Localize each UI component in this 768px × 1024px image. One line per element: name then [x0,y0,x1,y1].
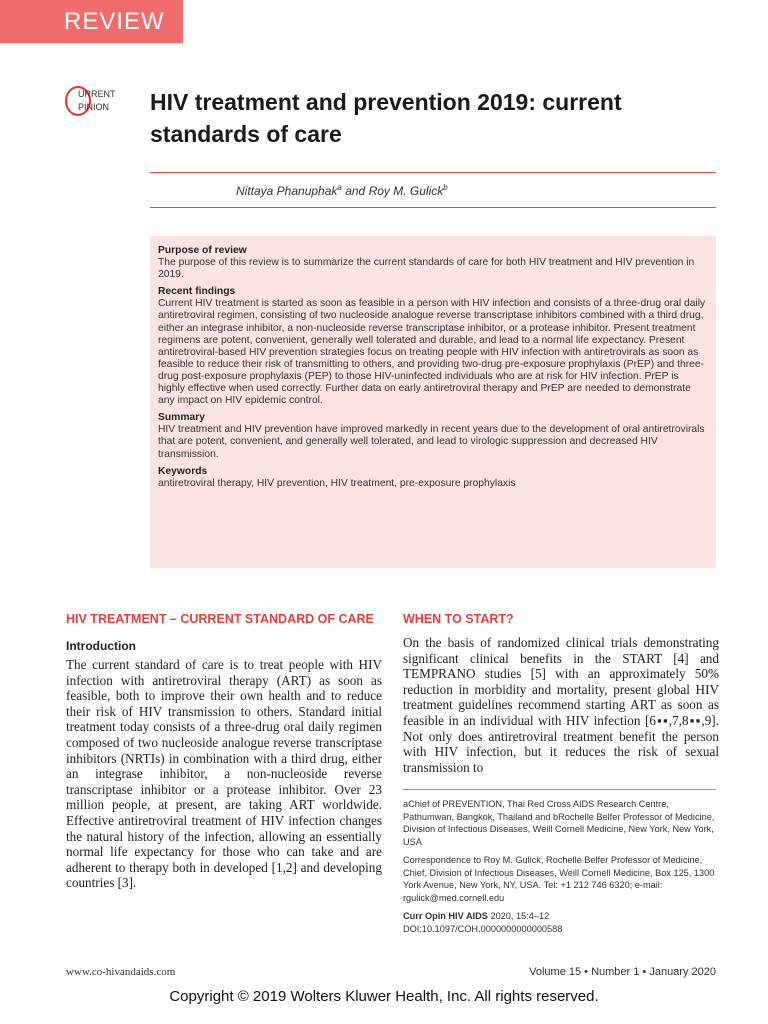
treatment-section-heading: HIV TREATMENT – CURRENT STANDARD OF CARE [66,612,374,626]
abstract-box [150,236,716,568]
current-opinion-logo [64,84,130,118]
summary-text: HIV treatment and HIV prevention have improved markedly in recent years due to the development of oral antiretrovirals that are potent, convenient, and generally well tolerated, and lead to virologic suppression and decreased HIV transmission. [158,424,705,460]
author-rule [150,207,716,208]
introduction-paragraph: The current standard of care is to treat people with HIV infection with antiretroviral therapy (ART) as soon as feasible, both to improve their own health and to reduce their risk of HIV transmission to others. Standard initial treatment today consists of a three-drug oral daily regimen composed of two nucleoside analogue reverse transcriptase inhibitors (NRTIs) in combination with a third drug, either an integrase inhibitor, a non-nucleoside reverse transcriptase inhibitor or a protease inhibitor. Over 23 million people, at present, are taking ART worldwide. Effective antiretroviral treatment of HIV infection changes the natural history of the infection, allowing an essentially normal life expectancy for those who can take and are adherent to therapy both in developed [1,2] and developing countries [3]. [66,657,382,891]
article-title: HIV treatment and prevention 2019: current standards of care [150,89,622,147]
findings-text: Current HIV treatment is started as soon as feasible in a person with HIV infection and consists of a three-drug oral daily antiretroviral regimen, consisting of two nucleoside analogue reverse transcriptase inhibitors combined with a third drug, either an integrase inhibitor, a non-nucleoside reverse transcriptase inhibitor, or a protease inhibitor. Present treatment regimens are potent, convenient, generally well tolerated and durable, and lead to a normal life expectancy. Present antiretroviral-based HIV prevention strategies focus on treating people with HIV infection with antiretrovirals as soon as feasible to reduce their risk of transmitting to others, and providing two-drug pre-exposure prophylaxis (PrEP) and three-drug post-exposure prophylaxis (PEP) to those HIV-uninfected individuals who are at risk for HIV infection. PrEP is highly effective when used correctly. Further data on early antiretroviral therapy and PrEP are needed to demonstrate any impact on HIV epidemic control. [158,298,706,407]
volume-info: Volume 15 • Number 1 • January 2020 [529,966,716,978]
journal-url[interactable]: www.co-hivandaids.com [66,966,176,978]
when-to-start-paragraph: On the basis of randomized clinical trials demonstrating significant clinical benefits in the START [4] and TEMPRANO studies [5] with an approximately 50% reduction in morbidity and mortality, present global HIV treatment guidelines recommend starting ART as soon as feasible in an individual with HIV infection [6▪▪,7,8▪▪,9]. Not only does antiretroviral treatment benefit the person with HIV infection, but it reduces the risk of sexual transmission to [403,635,719,775]
logo-line1: URRENT [78,89,116,99]
author-2-affil: b [443,183,448,192]
journal-citation: 2020, 15:4–12 [487,911,550,921]
keywords-heading: Keywords [158,465,208,477]
review-label: REVIEW [64,8,165,35]
purpose-text: The purpose of this review is to summarize the current standards of care for both HIV treatment and HIV prevention in 2019. [158,257,695,281]
journal-name: Curr Opin HIV AIDS [403,911,488,921]
purpose-heading: Purpose of review [158,245,247,256]
author-2: Roy M. Gulick [368,184,444,198]
correspondence: Correspondence to Roy M. Gulick, Rochelle Belfer Professor of Medicine, Chief, Division of Infectious Diseases, Weill Cornell Medicine, Box 125, 1300 York Avenue, New York, NY, USA. Tel: +1 212 746 6320; e-mail: rgulick@med.cornell.edu [403,855,715,903]
copyright-notice: Copyright © 2019 Wolters Kluwer Health, Inc. All rights reserved. [169,988,599,1005]
author-1: Nittaya Phanuphak [236,184,338,198]
logo-line2: PINION [78,102,110,112]
when-to-start-heading: WHEN TO START? [403,612,514,626]
author-conj: and [341,184,369,198]
author-1-affil: a [337,183,342,192]
findings-heading: Recent findings [158,286,236,298]
doi: DOI:10.1097/COH.0000000000000588 [403,923,563,934]
summary-heading: Summary [158,412,205,424]
footnote-rule [403,789,716,790]
author-line [236,183,448,198]
left-column [66,612,382,891]
keywords-text: antiretroviral therapy, HIV prevention, HIV treatment, pre-exposure prophylaxis [158,477,516,489]
review-banner [0,0,183,43]
affiliations: aChief of PREVENTION, Thai Red Cross AIDS Research Centre, Pathumwan, Bangkok, Thailand and bRochelle Belfer Professor of Medicine, Division of Infectious Diseases, Weill Cornell Medicine, New York, New York, USA [403,799,715,847]
introduction-heading: Introduction [66,639,136,653]
footnotes [403,798,719,941]
title-rule [150,172,716,173]
right-column [403,612,719,775]
